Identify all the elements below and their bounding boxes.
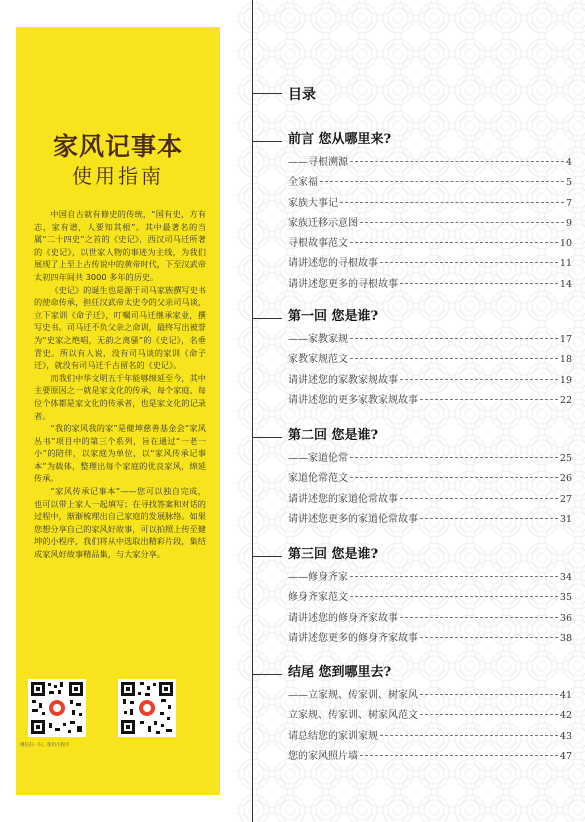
entry-label: ——家教家规: [288, 334, 348, 345]
toc-entry[interactable]: [288, 568, 572, 588]
toc-entry[interactable]: [288, 449, 572, 469]
section-tick: [252, 437, 282, 438]
entry-page: 9: [565, 217, 572, 229]
toc-section: [288, 428, 572, 530]
section-title: 第一回 您是谁?: [288, 309, 379, 324]
toc-heading: 目录: [288, 87, 316, 103]
entry-label: 修身齐家范文: [288, 592, 348, 604]
entry-page: 43: [559, 730, 572, 742]
vertical-divider: [252, 0, 253, 822]
dot-leader: [400, 379, 558, 380]
dot-leader: [400, 283, 558, 284]
entry-label: 家族大事记: [288, 197, 338, 209]
miniprogram-qr-code[interactable]: [118, 679, 176, 737]
entry-label: 请讲述您更多的修身齐家故事: [288, 632, 418, 644]
toc-entry[interactable]: [288, 747, 572, 767]
dot-leader: [420, 399, 558, 400]
section-title: 结尾 您到哪里去?: [288, 665, 392, 680]
toc-entry[interactable]: [288, 588, 572, 608]
entry-page: 38: [559, 632, 572, 644]
entry-label: ——寻根溯源: [288, 157, 348, 168]
dot-leader: [420, 637, 558, 638]
entry-label: 立家规、传家训、树家风范文: [288, 710, 418, 722]
entry-page: 47: [559, 750, 572, 762]
dot-leader: [340, 202, 564, 203]
entry-page: 25: [559, 453, 572, 464]
entry-label: 请讲述您的更多家教家规故事: [288, 394, 418, 406]
dot-leader: [360, 755, 558, 756]
toc-entry[interactable]: [288, 510, 572, 530]
entry-label: 请讲述您的家道伦常故事: [288, 493, 398, 505]
section-tick: [252, 141, 282, 142]
dot-leader: [400, 617, 558, 618]
dot-leader: [420, 714, 558, 715]
dot-leader: [320, 181, 564, 182]
entry-label: ——家道伦常: [288, 453, 348, 464]
toc-entry[interactable]: [288, 727, 572, 747]
entry-page: 26: [559, 473, 572, 485]
entry-label: 寻根故事范文: [288, 238, 348, 250]
toc-entry[interactable]: [288, 629, 572, 649]
wechat-qr-code[interactable]: [28, 679, 86, 737]
intro-paragraph: 而我们中华文明五千年能够绵延至今，其中主要原因之一就是家文化的传承，每个家庭、每位个体都是家文化的传承者，也是家文化的记录者。: [34, 372, 206, 421]
dot-leader: [350, 477, 558, 478]
entry-label: 请讲述您更多的寻根故事: [288, 278, 398, 290]
toc-entry[interactable]: [288, 706, 572, 726]
toc-entry[interactable]: [288, 234, 572, 254]
heading-tick: [252, 93, 282, 94]
toc-entry[interactable]: [288, 490, 572, 510]
toc-section: [288, 665, 572, 767]
toc-entry[interactable]: [288, 153, 572, 173]
toc-entry[interactable]: [288, 275, 572, 295]
qr-code-icon: [28, 679, 86, 737]
entry-label: 请讲述您的修身齐家故事: [288, 612, 398, 624]
dot-leader: [400, 498, 558, 499]
toc-entry[interactable]: [288, 214, 572, 234]
dot-leader: [350, 596, 558, 597]
entry-page: 7: [565, 197, 572, 209]
toc-entry[interactable]: [288, 350, 572, 370]
panel-subtitle: 使用指南: [72, 164, 164, 188]
toc-entry[interactable]: [288, 173, 572, 193]
dot-leader: [350, 358, 558, 359]
panel-title: 家风记事本: [52, 132, 183, 161]
entry-label: 请讲述您的寻根故事: [288, 258, 378, 270]
dot-leader: [350, 242, 558, 243]
toc-entry[interactable]: [288, 371, 572, 391]
entry-label: 家道伦常范文: [288, 473, 348, 485]
intro-paragraph: “家风传承记事本”——您可以独自完成，也可以带上家人一起填写；在寻找答案和对话的过程中，渐渐梳理出自己家庭的发展脉络。如果您想分享自己的家风好故事，可以拍照上传至健坤的小程序，我们将从中选取出精彩片段，集结成家风好故事精品集，与大家分享。: [34, 486, 206, 560]
entry-label: 您的家风照片墙: [288, 750, 358, 762]
entry-page: 19: [559, 374, 572, 386]
entry-label: 请讲述您的家教家规故事: [288, 374, 398, 386]
entry-label: 请讲述您更多的家道伦常故事: [288, 513, 418, 525]
section-title: 前言 您从哪里来?: [288, 132, 392, 147]
entry-label: 家族迁移示意图: [288, 217, 358, 229]
entry-page: 35: [559, 592, 572, 604]
entry-page: 5: [565, 177, 572, 189]
entry-page: 10: [559, 238, 572, 250]
entry-page: 27: [559, 493, 572, 505]
dot-leader: [350, 457, 558, 458]
toc-entry[interactable]: [288, 254, 572, 274]
dot-leader: [350, 576, 558, 577]
dot-leader: [420, 694, 558, 695]
entry-page: 18: [559, 354, 572, 366]
entry-label: 请总结您的家训家规: [288, 730, 378, 742]
entry-page: 34: [559, 572, 572, 583]
toc-entry[interactable]: [288, 194, 572, 214]
section-tick: [252, 318, 282, 319]
toc-entry[interactable]: [288, 391, 572, 411]
entry-page: 36: [559, 612, 572, 624]
intro-text: [34, 208, 206, 561]
toc-entry[interactable]: [288, 330, 572, 350]
entry-label: 全家福: [288, 177, 318, 189]
entry-page: 41: [559, 690, 572, 701]
entry-label: ——修身齐家: [288, 572, 348, 583]
dot-leader: [380, 735, 558, 736]
intro-paragraph: 中国自古就有修史的传统，“国有史，方有志，家有谱，人要知其根”。其中最著名的当属“二十四史”之首的《史记》，西汉司马迁所著的《史记》，以世家人物的事迹为主线，为我们展现了上至上古传说中的黄帝时代，下至汉武帝太初四年间共 3000 多年的历史。: [34, 209, 206, 282]
intro-paragraph: “我的家风我的家”是健坤慈善基金会“家风丛书”项目中的第三个系列，旨在通过“一老一小”的陪伴，以家庭为单位，以“家风传承记事本”为载体，整理出每个家庭的优良家风，绵延传承。: [34, 423, 206, 484]
qr-caption: 微信扫一扫，使用小程序: [20, 743, 70, 748]
section-title: 第二回 您是谁?: [288, 428, 379, 443]
entry-page: 11: [559, 258, 572, 270]
entry-page: 17: [559, 334, 572, 345]
toc-section: [288, 132, 572, 295]
dot-leader: [420, 518, 558, 519]
section-tick: [252, 556, 282, 557]
entry-page: 42: [559, 710, 572, 722]
section-title: 第三回 您是谁?: [288, 547, 379, 562]
toc-section: [288, 547, 572, 649]
entry-label: ——立家规、传家训、树家风: [288, 690, 418, 701]
entry-page: 22: [559, 394, 572, 406]
entry-label: 家教家规范文: [288, 354, 348, 366]
entry-page: 14: [559, 278, 572, 290]
intro-paragraph: 《史记》的诞生也是源于司马家族撰写史书的使命传承，担任汉武帝太史令的父亲司马谈，立下家训《命子迁》，叮嘱司马迁继承家业，撰写史书。司马迁不负父亲之命训，最终写出被誉为“史家之绝唱，无韵之离骚”的《史记》，名垂青史。所以有人说，没有司马谈的家训《命子迁》，就没有司马迁千古留名的《史记》。: [34, 284, 206, 371]
toc-entry[interactable]: [288, 609, 572, 629]
dot-leader: [360, 222, 564, 223]
toc-section: [288, 309, 572, 411]
entry-page: 4: [565, 157, 572, 168]
toc-entry[interactable]: [288, 686, 572, 706]
entry-page: 31: [559, 513, 572, 525]
dot-leader: [350, 161, 564, 162]
dot-leader: [350, 338, 558, 339]
toc-entry[interactable]: [288, 469, 572, 489]
section-tick: [252, 674, 282, 675]
dot-leader: [380, 262, 558, 263]
qr-code-icon: [118, 679, 176, 737]
